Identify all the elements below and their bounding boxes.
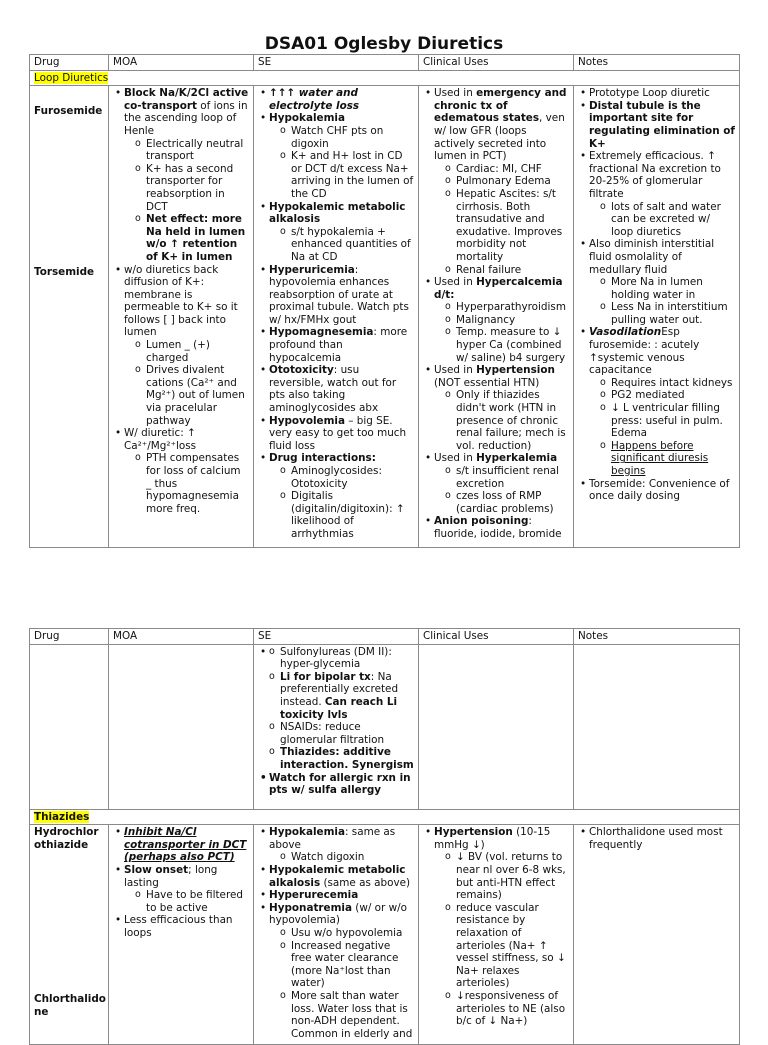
list-item [124, 264, 249, 428]
item-emphasis: Inhibit Na/Cl cotransporter in DCT (perhaps also PCT) [124, 826, 247, 864]
item-text: PTH compensates for loss of calcium _ thus hypomagnesemia more freq. [146, 452, 241, 515]
list-item [280, 746, 414, 771]
list-item [456, 389, 569, 452]
item-text: Extremely efficacious. ↑ fractional Na excretion to 20-25% of glomerular filtrate [589, 150, 721, 200]
item-bold: Ototoxicity [269, 364, 334, 377]
item-text: Esp furosemide: [589, 326, 680, 352]
item-text: Sulfonylureas (DM II): hyper-glycemia [280, 645, 392, 671]
item-bold: Hypokalemia [269, 112, 345, 125]
sub-list [269, 465, 414, 541]
uses-cell [419, 644, 574, 809]
item-text: Usu w/o hypovolemia [291, 926, 403, 939]
item-text: Hepatic Ascites: s/t cirrhosis. Both transudative and exudative. Improves morbidity not mortality [456, 187, 563, 263]
bullet-list [258, 87, 414, 540]
item-text: PG2 mediated [611, 389, 685, 402]
sub-list [434, 163, 569, 276]
list-item [269, 87, 414, 112]
bullet-list [578, 87, 735, 503]
item-text: Watch CHF pts on digoxin [291, 124, 384, 150]
sub-list [589, 276, 735, 326]
item-text: – big SE. very easy to get too much fluid loss [269, 414, 407, 452]
list-item [611, 377, 735, 390]
notes-cell [574, 86, 740, 548]
item-bold: Hypokalemic metabolic alkalosis [269, 863, 406, 889]
item-text: Used in [434, 87, 477, 100]
list-item [146, 452, 249, 515]
notes-cell [574, 825, 740, 1045]
list-item [291, 490, 414, 540]
uses-cell [419, 86, 574, 548]
item-text: : same as above [269, 826, 396, 851]
list-item [291, 927, 414, 940]
bullet-list [423, 826, 569, 1028]
list-item [124, 87, 249, 263]
list-item [280, 671, 414, 721]
sub-list [434, 851, 569, 1027]
list-item [124, 914, 249, 939]
bullet-list [423, 87, 569, 540]
item-text: Also diminish interstitial fluid osmolality of medullary fluid [589, 238, 715, 276]
item-text: : usu reversible, watch out for pts also taking aminoglycosides abx [269, 364, 397, 415]
list-item [434, 452, 569, 515]
item-bold: Anion poisoning [434, 515, 529, 528]
drug-torsemide: Torsemide [34, 266, 95, 279]
sub-list [269, 226, 414, 264]
item-text: w/o diuretics back diffusion of K+: membrane is permeable to K+ so it follows [ ] back into lumen [124, 263, 238, 339]
list-item [269, 826, 414, 864]
item-text: Happens before significant diuresis begins [611, 439, 709, 477]
list-item [456, 326, 569, 364]
se-continued-list [269, 646, 414, 772]
item-text: : hypovolemia enhances reabsorption of urate at proximal tubule. Watch pts w/ hx/FMHx gout [269, 263, 409, 326]
item-text: (w/ or w/o hypovolemia) [269, 901, 407, 927]
list-item [269, 452, 414, 540]
list-item [280, 646, 414, 671]
item-text: K+ and H+ lost in CD or DCT d/t excess Na+ arriving in the lumen of the CD [291, 150, 414, 200]
drug-chlorthalidone: Chlorthalidone [34, 993, 106, 1018]
list-item [146, 339, 249, 364]
se-cell [254, 825, 419, 1045]
list-item [269, 326, 414, 364]
header-drug: Drug [30, 629, 109, 645]
list-item [291, 465, 414, 490]
item-text: (NOT essential HTN) [434, 376, 540, 389]
list-item [146, 138, 249, 163]
moa-cell [109, 644, 254, 809]
sub-list [124, 138, 249, 264]
item-text: Less Na in interstitium pulling water out. [611, 301, 728, 326]
item-text: Hyperparathyroidism [456, 301, 566, 314]
item-emphasis: ↑↑↑ water and electrolyte loss [269, 87, 360, 112]
section-row-thiazides [30, 809, 740, 825]
item-text: lots of salt and water can be excreted w/ loop diuretics [611, 200, 721, 238]
item-text: Pulmonary Edema [456, 175, 551, 188]
list-item [456, 163, 569, 176]
item-bold: Drug interactions: [269, 452, 376, 465]
moa-cell [109, 825, 254, 1045]
loop-table [29, 54, 740, 548]
se-cell [254, 86, 419, 548]
sub-list [124, 889, 249, 914]
item-text: Electrically neutral transport [146, 137, 244, 163]
list-item [589, 87, 735, 100]
list-item [146, 889, 249, 914]
list-item [291, 990, 414, 1040]
drug-cell [30, 825, 109, 1045]
sub-list [269, 927, 414, 1040]
item-emphasis: Vasodilation [589, 326, 662, 339]
item-bold: Hypercalcemia d/t: [434, 276, 563, 301]
item-text: Increased negative free water clearance (more Na⁺lost than water) [291, 939, 399, 990]
item-text: More Na in lumen holding water in [611, 276, 703, 301]
item-text: , ven w/ low GFR (loops actively secreted into lumen in PCT) [434, 112, 565, 163]
item-text: Lumen _ (+) charged [146, 339, 210, 364]
list-item [456, 188, 569, 264]
item-text: Torsemide: Convenience of once daily dosing [589, 477, 730, 503]
item-bold: Hypokalemic metabolic alkalosis [269, 200, 406, 226]
item-text: More salt than water loss. Water loss that is non-ADH dependent. Common in elderly and [291, 989, 413, 1040]
list-item [434, 515, 569, 540]
item-text: (10-15 mmHg ↓) [434, 826, 551, 851]
item-bold: emergency and chronic tx of edematous states [434, 87, 567, 125]
list-item [434, 87, 569, 276]
sub-list [124, 339, 249, 427]
list-item [269, 889, 414, 902]
list-item [611, 201, 735, 239]
bullet-list [113, 87, 249, 515]
item-text: czes loss of RMP (cardiac problems) [456, 490, 554, 515]
bullet-list [258, 826, 414, 1040]
item-text: Chlorthalidone used most frequently [589, 826, 723, 851]
sub-list [124, 452, 249, 515]
section-label-thiazides: Thiazides [34, 810, 90, 823]
list-item [124, 826, 249, 864]
item-text: Used in [434, 452, 477, 465]
list-item [589, 826, 735, 851]
list-item [611, 402, 735, 440]
item-text: Watch digoxin [291, 851, 365, 864]
list-item [291, 125, 414, 150]
sub-list [269, 125, 414, 201]
list-item [589, 478, 735, 503]
list-item [269, 201, 414, 264]
section-label-loop: Loop Diuretics [34, 71, 109, 84]
item-text: Requires intact kidneys [611, 376, 733, 389]
list-item [589, 100, 735, 150]
item-bold: Distal tubule is the important site for regulating elimination of K+ [589, 99, 735, 150]
drug-cell [30, 644, 109, 809]
item-bold: Hypertension [476, 364, 555, 377]
header-moa: MOA [109, 55, 254, 71]
item-text: ↓responsiveness of arterioles to NE (also b/c of ↓ Na+) [456, 989, 566, 1028]
item-text: Cardiac: MI, CHF [456, 162, 542, 175]
table-row [30, 644, 740, 809]
item-text: Only if thiazides didn't work (HTN in presence of chronic renal failure; mech is vol. reduction) [456, 389, 566, 452]
list-item [269, 864, 414, 889]
header-moa: MOA [109, 629, 254, 645]
drug-hydrochlorothiazide: Hydrochlorothiazide [34, 826, 99, 851]
item-text: s/t insufficient renal excretion [456, 465, 560, 490]
list-item [291, 940, 414, 990]
list-item [456, 902, 569, 990]
sub-list [589, 377, 735, 478]
list-item [456, 314, 569, 327]
item-bold: Hyperurecemia [269, 889, 359, 902]
list-item [456, 990, 569, 1028]
item-text: ↓ L ventricular filling press: useful in pulm. Edema [611, 402, 723, 440]
list-item [146, 364, 249, 427]
list-item [611, 440, 735, 478]
item-text: Less efficacious than loops [124, 914, 233, 939]
item-bold: Hypertension [434, 826, 513, 839]
item-bold: Hyperuricemia [269, 263, 355, 276]
header-se: SE [254, 629, 419, 645]
header-uses: Clinical Uses [419, 55, 574, 71]
item-bold: Block Na/K/2Cl active co-transport [124, 87, 249, 112]
section-row-loop [30, 70, 740, 86]
bullet-list [578, 826, 735, 851]
item-text: (same as above) [320, 876, 411, 889]
table-row [30, 86, 740, 548]
list-item [434, 276, 569, 364]
se-cell [254, 644, 419, 809]
sub-list [434, 389, 569, 452]
sub-list [434, 465, 569, 515]
list-item [434, 826, 569, 1028]
list-item [456, 175, 569, 188]
item-text: Drives divalent cations (Ca²⁺ and Mg²⁺) out of lumen via pracelular pathway [146, 364, 245, 427]
moa-cell [109, 86, 254, 548]
list-item [280, 721, 414, 746]
item-text: : more profound than hypocalcemia [269, 326, 408, 364]
item-bold: Thiazides: additive interaction. Synergism [280, 746, 414, 771]
list-item [611, 389, 735, 402]
item-bold: Li for bipolar tx [280, 670, 371, 683]
notes-cell [574, 644, 740, 809]
item-bold: Can reach Li toxicity lvls [280, 695, 398, 721]
thiazide-table [29, 628, 740, 1045]
list-item [456, 264, 569, 277]
list-item [589, 326, 735, 477]
list-item [456, 851, 569, 901]
list-item [456, 301, 569, 314]
list-item [124, 864, 249, 914]
item-bold: Hypomagnesemia [269, 326, 374, 339]
item-bold: Hypokalemia [269, 826, 345, 839]
header-uses: Clinical Uses [419, 629, 574, 645]
item-bold: Hyperkalemia [476, 452, 558, 465]
list-item: • Watch for allergic rxn in pts w/ sulfa allergy [269, 772, 414, 797]
item-text: Temp. measure to ↓ hyper Ca (combined w/ saline) b4 surgery [456, 326, 566, 364]
item-bold: Hyponatremia [269, 901, 352, 914]
drug-furosemide: Furosemide [34, 105, 103, 118]
sub-list [434, 301, 569, 364]
item-text: K+ has a second transporter for reabsorption in DCT [146, 162, 234, 213]
list-item [269, 415, 414, 453]
bullet-list [113, 826, 249, 939]
header-se: SE [254, 55, 419, 71]
item-text: : Na preferentially excreted instead. [280, 670, 399, 708]
item-bold: Net effect: more Na held in lumen w/o ↑ retention of K+ in lumen [146, 213, 246, 263]
list-item [456, 465, 569, 490]
uses-cell [419, 825, 574, 1045]
item-text: Prototype Loop diuretic [589, 87, 710, 100]
table-row [30, 825, 740, 1045]
item-text: s/t hypokalemia + enhanced quantities of Na at CD [291, 225, 411, 263]
item-text: ↓ BV (vol. returns to near nl over 6-8 wks, but anti-HTN effect remains) [456, 851, 566, 902]
page-title: DSA01 Oglesby Diuretics [264, 34, 504, 54]
item-text: W/ diuretic: ↑ Ca²⁺/Mg²⁺loss [124, 427, 197, 452]
list-item [291, 150, 414, 200]
list-item [611, 276, 735, 301]
item-text: Renal failure [456, 263, 522, 276]
list-item [269, 364, 414, 414]
item-text: Aminoglycosides: Ototoxicity [291, 465, 382, 490]
list-item [146, 213, 249, 263]
item-text: ; long lasting [124, 863, 218, 889]
list-item [589, 238, 735, 326]
item-bold: Hypovolemia [269, 414, 345, 427]
item-text: Used in [434, 276, 477, 289]
header-row [30, 55, 740, 71]
item-bold: Slow onset [124, 863, 189, 876]
item-text: : fluoride, iodide, bromide [434, 515, 562, 540]
list-item [269, 264, 414, 327]
list-item [146, 163, 249, 213]
header-notes: Notes [574, 629, 740, 645]
list-item [611, 301, 735, 326]
item-text: NSAIDs: reduce glomerular filtration [280, 721, 385, 746]
header-row [30, 629, 740, 645]
list-item [434, 364, 569, 452]
list-item [269, 112, 414, 200]
header-drug: Drug [30, 55, 109, 71]
sub-list [589, 201, 735, 239]
list-item [124, 427, 249, 515]
list-item [291, 851, 414, 864]
sub-list [269, 851, 414, 864]
list-item [269, 902, 414, 1041]
item-text: reduce vascular resistance by relaxation of arterioles (Na+ ↑ vessel stiffness, so ↓ Na+ relaxes arterioles) [456, 901, 566, 990]
item-text: Malignancy [456, 313, 516, 326]
header-notes: Notes [574, 55, 740, 71]
list-item [589, 150, 735, 238]
list-item [291, 226, 414, 264]
item-text: Digitalis (digitalin/digitoxin): ↑ likelihood of arrhythmias [291, 490, 405, 540]
item-text: : acutely ↑systemic venous capacitance [589, 339, 700, 377]
item-text: Have to be filtered to be active [146, 889, 243, 914]
drug-cell [30, 86, 109, 548]
item-text: of ions in the ascending loop of Henle [124, 99, 248, 137]
list-item [456, 490, 569, 515]
item-text: Used in [434, 364, 477, 377]
